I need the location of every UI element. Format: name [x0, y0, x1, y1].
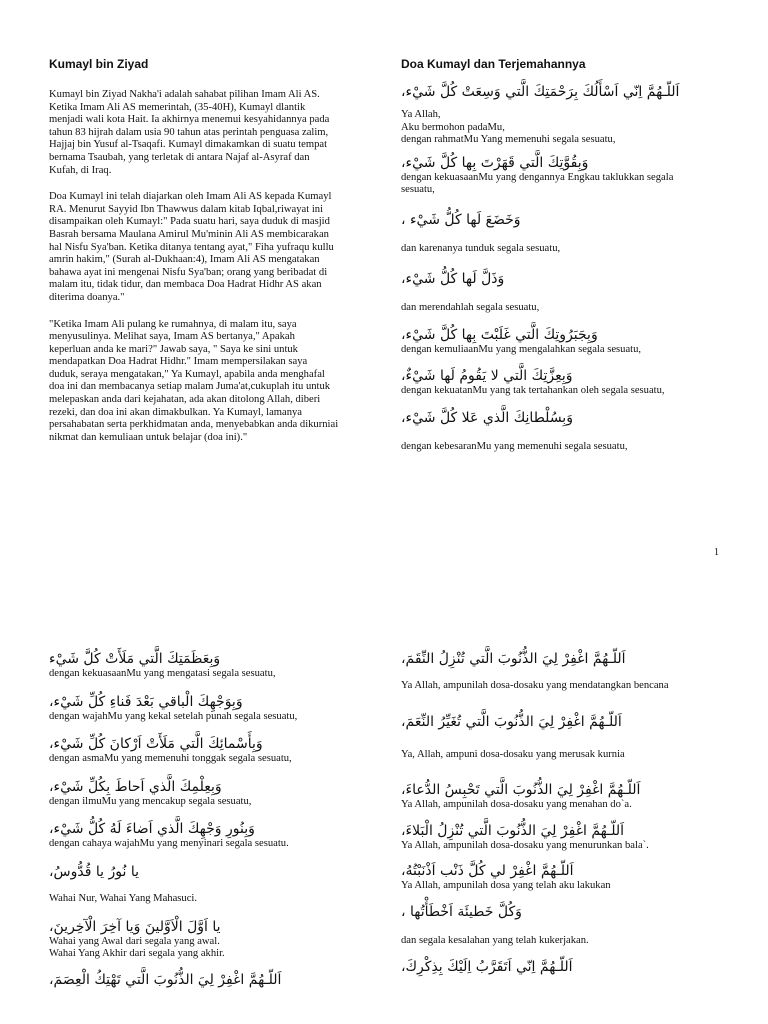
verse-block — [401, 326, 721, 357]
verse-block — [401, 270, 721, 315]
verse-block — [401, 367, 721, 398]
verse-translation: Wahai Nur, Wahai Yang Mahasuci. — [49, 892, 198, 904]
arabic-verse: وَبِعِزَّتِكَ الَّتي لا يَقُومُ لَها شَيْءٌ، — [401, 367, 573, 384]
verse-translation: Wahai yang Awal dari segala yang awal. Wahai Yang Akhir dari segala yang akhir. — [49, 935, 225, 960]
arabic-verse: اَللّـهُمَّ اغْفِرْ لِيَ الذُّنُوبَ الَّتي تَحْبِسُ الدُّعاءَ، — [401, 782, 641, 799]
verse-block — [401, 822, 731, 853]
left-column — [49, 57, 374, 458]
verse-block — [401, 154, 721, 197]
verse-translation: dengan kebesaranMu yang memenuhi segala sesuatu, — [401, 441, 628, 453]
arabic-verse: وَبِجَبَرُوتِكَ الَّتي غَلَبْتَ بِها كُلَّ شَيْء، — [401, 327, 598, 344]
arabic-verse: اَللّـهُمَّ اِنّي اَتَقَرَّبُ اِلَيْكَ بِذِكْرِكَ، — [401, 958, 573, 975]
verse-block — [49, 971, 379, 989]
arabic-verse: اَللّـهُمَّ اغْفِرْ لي كُلَّ ذَنْب اَذْنَبْتُهُ، — [401, 863, 574, 880]
arabic-verse: يا نُورُ يا قُدُّوسُ، — [49, 863, 139, 880]
verse-block — [401, 862, 731, 893]
right-column — [401, 57, 721, 454]
verse-block — [49, 693, 379, 724]
arabic-verse: اَللّـهُمَّ اغْفِرْ لِيَ الذُّنُوبَ الَّتي تُنْزِلُ النِّقَمَ، — [401, 651, 626, 667]
verse-translation: dengan ilmuMu yang mencakup segala sesuatu, — [49, 795, 252, 807]
arabic-verse: وَبِأَسْمائِكَ الَّتي مَلَأَتْ اَرْكانَ كُلِّ شَيْء، — [49, 736, 263, 753]
verse-translation: dan karenanya tunduk segala sesuatu, — [401, 242, 561, 254]
arabic-verse: اَللّـهُمَّ اغْفِرْ لِيَ الذُّنُوبَ الَّتي تَهْتِكُ الْعِصَمَ، — [49, 971, 282, 988]
verse-block — [49, 918, 379, 961]
verse-block — [401, 713, 731, 762]
page-number: 1 — [714, 547, 719, 558]
verse-translation: dengan kemuliaanMu yang mengalahkan segala sesuatu, — [401, 344, 642, 356]
verse-block — [401, 903, 731, 948]
arabic-verse: يا اَوَّلَ الْاَوَّلينَ وَيا آخِرَ الْآخِرينَ، — [49, 918, 221, 935]
paragraph-story: "Ketika Imam Ali pulang ke rumahnya, di malam itu, saya menyusulinya. Melihat saya, Imam AS bertanya," Apakah keperluan anda ke mari?" Jawab saya, " Saya ke sini untuk mendapatkan Doa Hadrat Hidhr." Imam mempersilakan saya duduk, seraya mengatakan," Ya Kumayl, apabila anda menghafal doa ini dan membacanya setiap malam Juma'at,cukuplah itu untuk melepaskan anda dari kejahatan, ada akan ditolong Allah, diberi rezeki, dan doa ini akan dimakbulkan. Ya Kumayl, lamanya persahabatan serta perkhidmatan anda, menyebabkan anda dikurniai nikmat dan kemuliaan untuk belajar (doa ini)." — [49, 318, 339, 443]
verse-block — [49, 863, 379, 906]
paragraph-history: Doa Kumayl ini telah diajarkan oleh Imam Ali AS kepada Kumayl RA. Menurut Sayyid Ibn Thawwus dalam kitab Iqbal,riwayat ini disampaikan oleh Kumayl:" Pada suatu hari, saya duduk di masjid Basrah bersama Maulana Amirul Mu'minin Ali AS membicarakan hal Nisfu Sya'ban. Ketika ditanya tentang ayat," Fiha yufraqu kullu amrin hakim," (Surah al-Dukhaan:4), Imam Ali AS mengatakan bahawa ayat ini mengenai Nisfu Sya'ban; orang yang beribadat di malam itu, tidak tidur, dan membaca Doa Hadrat Hidhr AS akan diterima doanya." — [49, 191, 334, 303]
verse-block — [401, 781, 731, 812]
verse-translation: Ya Allah, Aku bermohon padaMu, dengan rahmatMu Yang memenuhi segala sesuatu, — [401, 109, 616, 146]
verse-block — [401, 211, 721, 256]
arabic-verse: اَللّـهُمَّ اغْفِرْ لِيَ الذُّنُوبَ الَّتي تُغَيِّرُ النِّعَمَ، — [401, 713, 622, 730]
verse-block — [401, 650, 731, 693]
verse-translation: Ya Allah, ampunilah dosa yang telah aku lakukan — [401, 880, 611, 892]
verse-translation: dengan kekuasaanMu yang dengannya Engkau taklukkan segala sesuatu, — [401, 171, 674, 196]
arabic-verse: اَللّـهُمَّ اِنّي اَسْأَلُكَ بِرَحْمَتِكَ الَّتي وَسِعَتْ كُلَّ شَيْء، — [401, 84, 680, 100]
verse-translation: dengan cahaya wajahMu yang menyinari segala sesuatu. — [49, 838, 289, 850]
verse-translation: Ya Allah, ampunilah dosa-dosaku yang menahan do`a. — [401, 799, 632, 811]
arabic-verse: وَكُلَّ خَطيئَة اَخْطَأْتُها ، — [401, 903, 522, 920]
verse-block — [401, 409, 721, 454]
arabic-verse: وَذَلَّ لَها كُلُّ شَيْء، — [401, 270, 505, 287]
verse-translation: dengan kekuasaanMu yang mengatasi segala sesuatu, — [49, 668, 276, 679]
arabic-verse: وَبِعِلْمِكَ الَّذي اَحاطَ بِكُلِّ شَيْء، — [49, 778, 222, 795]
arabic-verse: وَبِقُوَّتِكَ الَّتي قَهَرْتَ بِها كُلَّ شَيْء، — [401, 154, 589, 171]
verse-block — [401, 958, 731, 976]
verse-translation: dengan kekuatanMu yang tak tertahankan oleh segala sesuatu, — [401, 384, 665, 396]
paragraph-biography: Kumayl bin Ziyad Nakha'i adalah sahabat pilihan Imam Ali AS. Ketika Imam Ali AS memerintah, (35-40H), Kumayl dlantik menjadi wali kota Hait. Ia akhirnya menemui kesyahidannya pada tahun 83 hijrah dalam usia 90 tahun atas perintah penguasa zalim, Hajjaj bin Yusuf al-Tsaqafi. Kumayl dimakamkan di suatu tempat bernama Tsaubah, yang terletak di antara Najaf al-Asyraf dan Kufah, di Iraq. — [49, 89, 330, 176]
section-title-doa: Doa Kumayl dan Terjemahannya — [401, 57, 586, 71]
verse-block — [401, 83, 721, 147]
verse-block — [49, 650, 379, 681]
arabic-verse: اَللّـهُمَّ اغْفِرْ لِيَ الذُّنُوبَ الَّتي تُنْزِلُ الْبَلاءَ، — [401, 822, 625, 839]
left-column — [49, 650, 379, 989]
verse-translation: dan segala kesalahan yang telah kukerjakan. — [401, 934, 589, 946]
arabic-verse: وَبِعَظَمَتِكَ الَّتي مَلَأَتْ كُلَّ شَيْء — [49, 651, 221, 667]
arabic-verse: وَبِوَجْهِكَ الْباقي بَعْدَ فَناءِ كُلِّ شَيْء، — [49, 693, 243, 710]
verse-translation: Ya Allah, ampunilah dosa-dosaku yang mendatangkan bencana — [401, 680, 669, 691]
verse-translation: Ya Allah, ampunilah dosa-dosaku yang menurunkan bala`. — [401, 839, 649, 851]
arabic-verse: وَخَضَعَ لَها كُلُّ شَيْء ، — [401, 211, 521, 228]
verse-block — [49, 820, 379, 851]
verse-block — [49, 778, 379, 809]
verse-translation: dan merendahlah segala sesuatu, — [401, 301, 540, 313]
section-title-kumayl: Kumayl bin Ziyad — [49, 57, 149, 71]
verse-translation: Ya, Allah, ampuni dosa-dosaku yang merusak kurnia — [401, 748, 625, 760]
verse-block — [49, 735, 379, 766]
arabic-verse: وَبِسُلْطانِكَ الَّذي عَلا كُلَّ شَيْء، — [401, 410, 573, 427]
verse-translation: dengan asmaMu yang memenuhi tonggak segala sesuatu, — [49, 753, 292, 765]
right-column — [401, 650, 731, 976]
arabic-verse: وَبِنُورِ وَجْهِكَ الَّذي اَضاءَ لَهُ كُلُّ شَيْء، — [49, 821, 255, 838]
verse-translation: dengan wajahMu yang kekal setelah punah segala sesuatu, — [49, 710, 298, 722]
page-2 — [0, 620, 768, 1024]
